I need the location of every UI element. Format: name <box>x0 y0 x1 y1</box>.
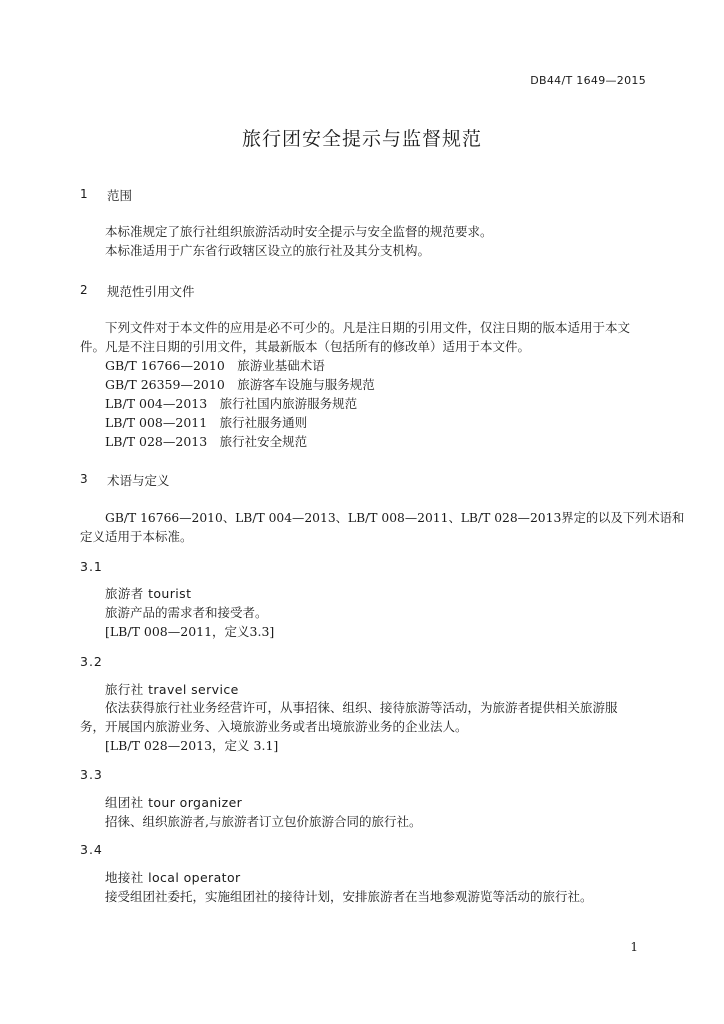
reference-item: GB/T 16766—2010 旅游业基础术语 <box>105 358 325 373</box>
term-definition: 旅游产品的需求者和接受者。 <box>105 605 268 620</box>
term-number: 3.1 <box>80 559 103 574</box>
reference-item: GB/T 26359—2010 旅游客车设施与服务规范 <box>105 377 375 392</box>
term-name: 地接社 local operator <box>105 870 241 885</box>
section-number: 2 <box>80 283 88 297</box>
term-definition: 务，开展国内旅游业务、入境旅游业务或者出境旅游业务的企业法人。 <box>80 719 468 734</box>
page-number: 1 <box>630 940 638 954</box>
section-number: 1 <box>80 187 88 201</box>
term-name: 组团社 tour organizer <box>105 795 243 810</box>
section-title: 术语与定义 <box>107 473 170 488</box>
term-name: 旅行社 travel service <box>105 682 239 697</box>
term-definition: 招徕、组织旅游者,与旅游者订立包价旅游合同的旅行社。 <box>105 814 422 829</box>
document-title: 旅行团安全提示与监督规范 <box>241 128 482 150</box>
section-title: 范围 <box>107 188 133 203</box>
body-text-line: 件。凡是不注日期的引用文件，其最新版本（包括所有的修改单）适用于本文件。 <box>80 339 531 354</box>
body-text-line: 本标准规定了旅行社组织旅游活动时安全提示与安全监督的规范要求。 <box>105 224 493 239</box>
term-number: 3.2 <box>80 654 103 669</box>
term-source: [LB/T 028—2013，定义 3.1] <box>105 738 279 753</box>
reference-item: LB/T 008—2011 旅行社服务通则 <box>105 415 308 430</box>
term-number: 3.4 <box>80 842 103 857</box>
term-name: 旅游者 tourist <box>105 586 192 601</box>
reference-item: LB/T 004—2013 旅行社国内旅游服务规范 <box>105 396 358 411</box>
term-source: [LB/T 008—2011，定义3.3] <box>105 624 275 639</box>
body-text-line: GB/T 16766—2010、LB/T 004—2013、LB/T 008—2011、LB/T 028—2013界定的以及下列术语和 <box>105 511 685 525</box>
term-definition: 依法获得旅行社业务经营许可，从事招徕、组织、接待旅游等活动，为旅游者提供相关旅游服 <box>105 700 618 715</box>
term-number: 3.3 <box>80 767 103 782</box>
reference-item: LB/T 028—2013 旅行社安全规范 <box>105 434 308 449</box>
section-number: 3 <box>80 472 88 486</box>
term-definition: 接受组团社委托，实施组团社的接待计划，安排旅游者在当地参观游览等活动的旅行社。 <box>105 889 593 904</box>
body-text-line: 下列文件对于本文件的应用是必不可少的。凡是注日期的引用文件，仅注日期的版本适用于本文 <box>105 320 631 335</box>
standard-code: DB44/T 1649—2015 <box>530 74 646 87</box>
section-title: 规范性引用文件 <box>107 284 195 299</box>
body-text-line: 本标准适用于广东省行政辖区设立的旅行社及其分支机构。 <box>105 243 431 258</box>
body-text-line: 定义适用于本标准。 <box>80 529 193 544</box>
